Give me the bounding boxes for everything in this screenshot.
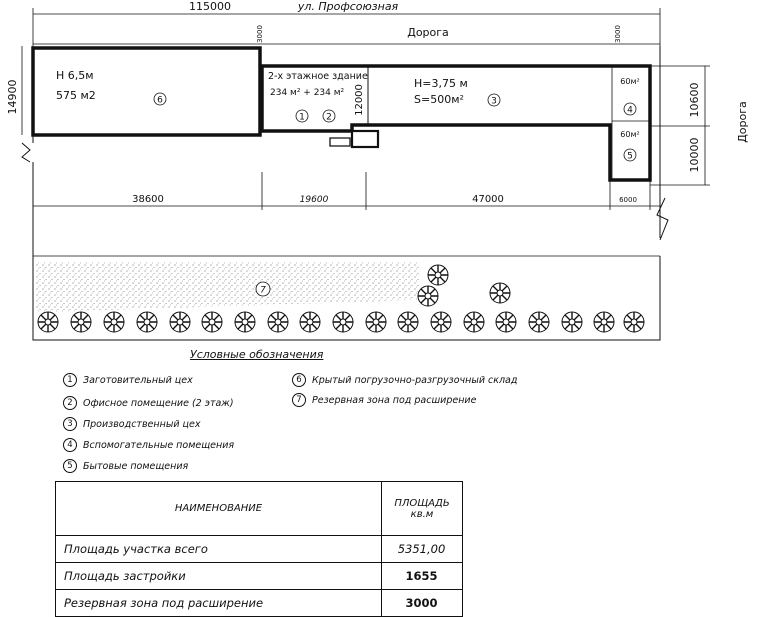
building-4-area: 60м²	[620, 77, 640, 86]
legend-title: Условные обозначения	[190, 348, 324, 361]
legend-num: 4	[63, 438, 77, 452]
small-dim-right: 3000	[614, 25, 622, 43]
legend-text: Резервная зона под расширение	[312, 394, 477, 406]
dim-lower-label: 10000	[688, 137, 701, 173]
legend-text: Заготовительный цех	[83, 374, 193, 386]
legend-item-3	[63, 417, 200, 431]
legend-text: Производственный цех	[83, 418, 201, 430]
building-2-num: 2	[326, 112, 332, 123]
dim-upper-label: 10600	[688, 82, 701, 118]
col-area-header-line1: ПЛОЩАДЬ	[394, 497, 450, 509]
building-5-area: 60м²	[620, 130, 640, 139]
building-6	[33, 48, 260, 135]
col-area-header	[382, 482, 463, 536]
building-12-dim: 12000	[354, 84, 365, 116]
dim-b-label: 19600	[299, 195, 329, 205]
legend-num: 6	[292, 373, 306, 387]
legend-item-5	[63, 459, 188, 473]
left-dimension	[6, 46, 22, 135]
legend-num: 3	[63, 417, 77, 431]
legend-text: Вспомогательные помещения	[83, 439, 235, 451]
dim-c-label: 47000	[472, 194, 504, 205]
reserve-zone	[36, 262, 420, 312]
building-12-title: 2-х этажное здание	[268, 71, 368, 82]
building-5-num: 5	[627, 151, 633, 162]
table-row	[56, 563, 463, 590]
dim-total-label: 115000	[189, 0, 231, 13]
tree-row	[38, 312, 644, 332]
table-row	[56, 590, 463, 617]
col-name-header: НАИМЕНОВАНИЕ	[56, 482, 382, 536]
legend-item-6	[292, 373, 517, 387]
building-4-num: 4	[627, 105, 633, 116]
dim-height-label: 14900	[6, 79, 19, 115]
table-row	[56, 536, 463, 563]
legend-item-7	[292, 393, 476, 407]
legend-text: Бытовые помещения	[83, 460, 189, 472]
building-6-area: 575 м2	[56, 89, 96, 102]
legend-num: 2	[63, 396, 77, 410]
building-1-num: 1	[299, 112, 305, 123]
small-dim-left: 3000	[256, 25, 264, 43]
legend-item-2	[63, 396, 234, 410]
row-name: Резервная зона под расширение	[56, 590, 382, 617]
building-12-area: 234 м² + 234 м²	[270, 88, 345, 98]
legend-text: Крытый погрузочно-разгрузочный склад	[312, 374, 518, 386]
building-3-num: 3	[491, 96, 497, 107]
building-6-num: 6	[157, 95, 163, 106]
street-label: ул. Профсоюзная	[297, 0, 399, 13]
top-dimension	[33, 0, 660, 46]
right-dimension	[650, 66, 710, 185]
legend-num: 5	[63, 459, 77, 473]
bottom-dimension	[33, 172, 660, 210]
dim-small-label: 6000	[619, 196, 637, 204]
building-3-height: Н=3,75 м	[414, 77, 468, 90]
building-6-height: Н 6,5м	[56, 69, 94, 82]
row-name: Площадь участка всего	[56, 536, 382, 563]
legend-item-4	[63, 438, 234, 452]
row-value: 3000	[382, 590, 463, 617]
reserve-zone-num: 7	[260, 285, 266, 296]
area-table	[55, 481, 463, 617]
row-name: Площадь застройки	[56, 563, 382, 590]
legend-item-1	[63, 373, 193, 387]
road-right-label: Дорога	[736, 101, 749, 143]
road-top-label: Дорога	[407, 26, 449, 39]
legend-num: 1	[63, 373, 77, 387]
legend-text: Офисное помещение (2 этаж)	[83, 397, 234, 409]
row-value: 1655	[382, 563, 463, 590]
break-mark-left	[22, 143, 30, 162]
break-mark-right	[657, 198, 668, 240]
building-3-area: S=500м²	[414, 93, 464, 106]
tree-cluster	[418, 265, 510, 306]
table-header-row	[56, 482, 463, 536]
col-area-header-line2: кв.м	[410, 508, 434, 520]
dim-a-label: 38600	[132, 194, 164, 205]
row-value: 5351,00	[382, 536, 463, 563]
legend-num: 7	[292, 393, 306, 407]
